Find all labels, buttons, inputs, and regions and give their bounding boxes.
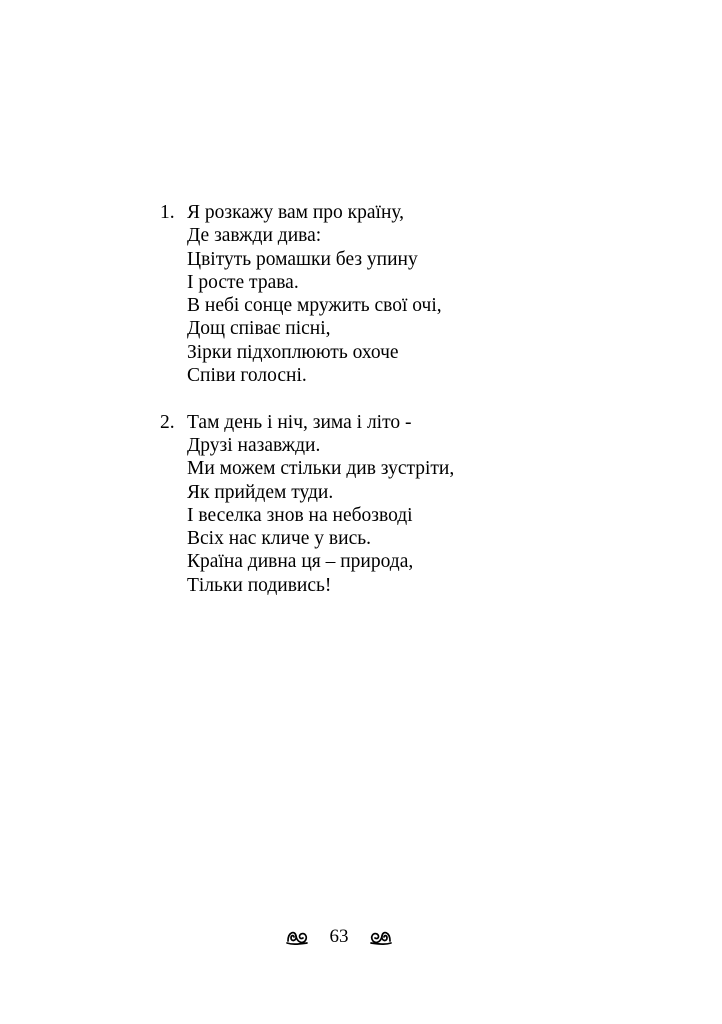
stanza-number: 2. xyxy=(160,411,175,433)
stanza-lines xyxy=(187,411,454,597)
poem-line: Я розкажу вам про країну, xyxy=(187,202,405,223)
right-fleuron-icon xyxy=(369,927,393,955)
stanza-number: 1. xyxy=(160,202,175,223)
stanza-lines xyxy=(187,201,442,387)
stanza-1 xyxy=(160,201,640,387)
poem-line: Зірки підхоплюють охоче xyxy=(187,341,399,363)
page-footer xyxy=(0,924,722,950)
poem-line: Друзі назавжди. xyxy=(187,434,321,456)
page-number: 63 xyxy=(329,926,349,947)
poem-line: Як прийдем туди. xyxy=(187,481,334,503)
poem-line: Країна дивна ця – природа, xyxy=(187,551,414,573)
poem-line: Всіх нас кличе у вись. xyxy=(187,528,371,550)
poem xyxy=(160,201,640,597)
poem-line: І росте трава. xyxy=(187,271,299,293)
stanza-2 xyxy=(160,411,640,597)
poem-line: Тільки подивись! xyxy=(187,574,332,596)
poem-line: Там день і ніч, зима і літо - xyxy=(187,411,412,433)
poem-line: І веселка знов на небозводі xyxy=(187,504,413,526)
poem-line: Ми можем стільки див зустріти, xyxy=(187,458,455,480)
poem-line: Дощ співає пісні, xyxy=(187,318,331,340)
poem-line: Цвітуть ромашки без упину xyxy=(187,248,418,270)
left-fleuron-icon xyxy=(285,927,309,955)
poem-line: Де завжди дива: xyxy=(187,225,322,247)
poem-line: Співи голосні. xyxy=(187,365,307,387)
poem-line: В небі сонце мружить свої очі, xyxy=(187,295,442,317)
